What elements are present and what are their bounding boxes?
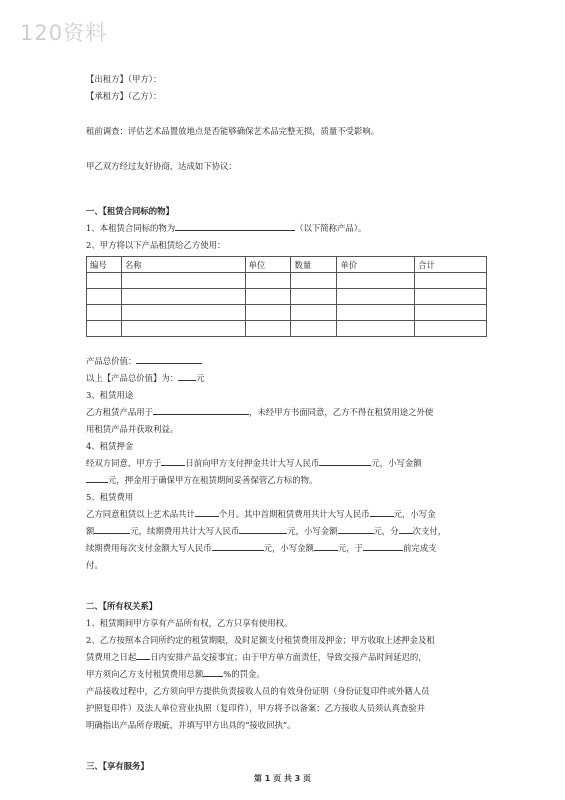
lessee-line: 【承租方】（乙方）： [86, 91, 162, 101]
purpose-text: 乙方租赁产品用于 ，未经甲方书面同意，乙方不得在租赁用途之外使 [86, 407, 434, 417]
agreement-intro: 甲乙双方经过友好协商，达成如下协议： [86, 161, 237, 171]
blank-field[interactable] [399, 524, 413, 534]
section1-item1: 1、本租赁合同标的物为 （以下简称产品）。 [86, 223, 367, 233]
table-row [87, 289, 487, 305]
deposit-line2: 元，押金用于确保甲方在租赁期间妥善保管乙方标的物。 [86, 472, 486, 489]
purpose-text-line2: 用租赁产品并获取利益。 [86, 424, 179, 434]
table-row [87, 305, 487, 321]
section1-title: 一、【租赁合同标的物】 [86, 206, 174, 216]
section3-title: 三、【享有服务】 [86, 761, 149, 771]
section2-p3-line2: 护照复印件）及法人单位营业执照（复印件），甲方将予以备案；乙方接收人员须认真查验并 [86, 703, 426, 713]
table-header-cell: 编号 [87, 257, 122, 273]
section2-p3-line1: 产品接收过程中，乙方须向甲方提供负责接收人员的有效身份证明（身份证复印件或外籍人员 [86, 686, 430, 696]
section2-p2-line3: 甲方须向乙方支付租赁费用总额 %的罚金。 [86, 669, 265, 679]
product-table [86, 256, 487, 337]
section2-p1: 1、租赁期间甲方享有产品所有权，乙方只享有使用权。 [86, 618, 293, 628]
blank-field[interactable] [94, 524, 130, 534]
table-row [87, 273, 487, 289]
fee-line3: 续期费用每次支付金额大写人民币 元，小写金额 元，于 前完成支 [86, 543, 437, 553]
blank-field[interactable] [195, 507, 219, 517]
section2-p3-line3: 明确指出产品所存瑕疵，并填写甲方出具的“接收回执”。 [86, 720, 296, 730]
blank-field[interactable] [212, 541, 264, 551]
total-value-field: 产品总价值： [86, 353, 486, 370]
fee-line1: 乙方同意租赁以上艺术品共计 个月。其中首期租赁费用共计大写人民币 元，小写金 [86, 509, 436, 519]
section1-item2: 2、甲方将以下产品租赁给乙方使用： [86, 240, 226, 250]
table-row [87, 321, 487, 337]
blank-field[interactable] [136, 650, 150, 660]
table-header-cell: 单位 [245, 257, 291, 273]
blank-field[interactable] [86, 473, 108, 483]
total-value-line: 以上【产品总价值】为： 元 [86, 373, 205, 383]
blank-field[interactable] [203, 667, 223, 677]
fee-line2: 额 元，续期费用共计大写人民币 元，小写金额 元，分 次支付， [86, 526, 447, 536]
blank-field[interactable] [363, 541, 403, 551]
blank-field[interactable] [153, 405, 249, 415]
table-header-cell: 单价 [337, 257, 415, 273]
lessor-line: 【出租方】（甲方）： [86, 74, 162, 84]
blank-field[interactable] [370, 507, 394, 517]
deposit-title: 4、租赁押金 [86, 441, 134, 451]
section2-p2-line1: 2、乙方按照本合同所约定的租赁期限，及时足额支付租赁费用及押金；甲方收取上述押金及租 [86, 635, 435, 645]
table-header-cell: 名称 [121, 257, 245, 273]
watermark-logo: 120资料 [20, 21, 108, 45]
blank-field[interactable] [161, 456, 185, 466]
blank-field[interactable] [136, 354, 202, 364]
pre-survey-text: 租前调查：评估艺术品置放地点是否能够确保艺术品完整无损，质量不受影响。 [86, 126, 380, 136]
blank-field[interactable] [178, 371, 196, 381]
blank-field[interactable] [175, 221, 295, 231]
section2-p2-line2: 赁费用之日起 日内安排产品交接事宜；由于甲方单方面责任，导致交接产品时间延迟的， [86, 652, 427, 662]
blank-field[interactable] [338, 524, 374, 534]
blank-field[interactable] [239, 524, 287, 534]
section2-title: 二、【所有权关系】 [86, 601, 158, 611]
table-header-row [87, 257, 487, 273]
blank-field[interactable] [319, 456, 371, 466]
page-footer: 第 1 页 共 3 页 [253, 774, 312, 783]
blank-field[interactable] [314, 541, 338, 551]
fee-line4: 付。 [86, 560, 103, 570]
fee-title: 5、租赁费用 [86, 492, 134, 502]
contract-document [86, 71, 486, 775]
deposit-line1: 经双方同意，甲方于 日前向甲方支付押金共计大写人民币 元，小写金额 [86, 458, 422, 468]
purpose-title: 3、租赁用途 [86, 390, 134, 400]
table-header-cell: 数量 [291, 257, 337, 273]
table-header-cell: 合计 [415, 257, 487, 273]
